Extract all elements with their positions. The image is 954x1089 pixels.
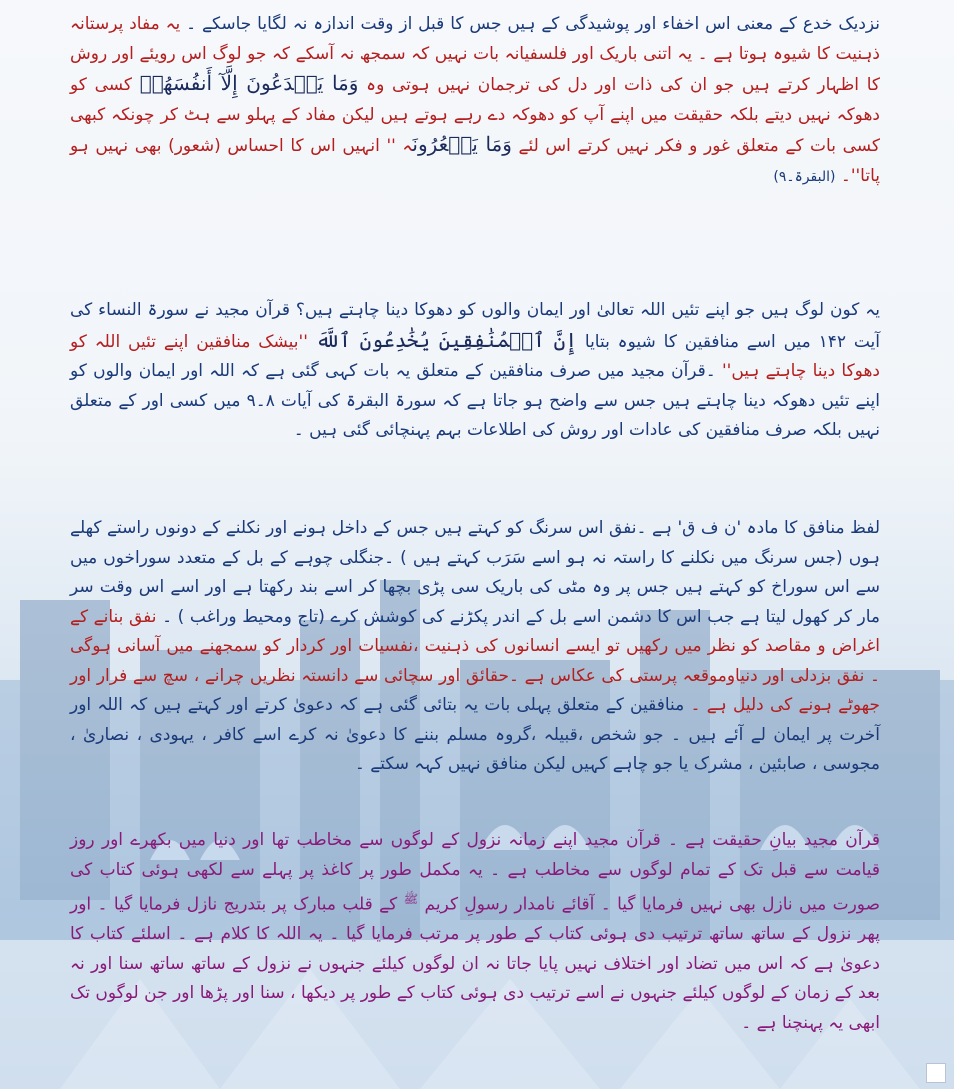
p1-arabic-verse-1: وَمَا يَخۡدَعُونَ إِلَّآ أَنفُسَهُمۡ <box>139 71 359 95</box>
p2-arabic-verse: إِنَّ ٱلۡمُنَٰفِقِينَ يُخَٰدِعُونَ ٱللَّهَ <box>315 327 578 352</box>
corner-box <box>926 1063 946 1083</box>
p1-text-red-1: یہ مفاد پرستانہ ذہنیت کا شیوہ ہوتا ہے ۔ یہ اتنی باریک اور فلسفیانہ بات نہیں کہ سمجھ نہ آسکے کہ جو لوگ اس رویئے اور روش کا اظہار کرتے ہیں جو ان کی ذات اور دل کی ترجمان نہیں ہوتی وہ <box>70 14 880 95</box>
p3-text-red: نفق بنانے کے اغراض و مقاصد کو نظر میں رکھیں تو ایسے انسانوں کی ذہنیت ،نفسیات اور کردار کو سمجھنے میں آسانی ہوگی ۔ نفق بزدلی اور دنیاوموقعہ پرستی کی عکاس ہے ۔حقائق اور سچائی سے دانستہ نظریں چرانے ، سچ سے فرار اور جھوٹے ہونے کی دلیل ہے ۔ <box>70 606 880 715</box>
paragraph-hypocrites-quran: یہ کون لوگ ہیں جو اپنے تئیں اللہ تعالیٰ اور ایمان والوں کو دھوکا دینا چاہتے ہیں؟ قرآن مجید نے سورۃ النساء کی آیت ۱۴۲ میں اسے منافقین کا شیوہ بتایا إِنَّ ٱلۡمُنَٰفِقِينَ يُخَٰدِعُونَ ٱللَّهَ ''بیشک منافقین اپنے تئیں اللہ کو دھوکا دینا چاہتے ہیں'' ۔قرآن مجید میں صرف منافقین کے متعلق یہ بات کہی گئی ہے کہ اللہ اور ایمان والوں کو اپنے تئیں دھوکہ دینا چاہتے ہیں جس سے واضح ہو جاتا ہے کہ سورۃ البقرۃ کی آیات ۸۔۹ میں کسی اور کے متعلق نہیں بلکہ صرف منافقین کی عادات اور روش کی اطلاعات بہم پہنچائی گئی ہیں ۔ <box>70 300 881 440</box>
p2-text-1: یہ کون لوگ ہیں جو اپنے تئیں اللہ تعالیٰ اور ایمان والوں کو دھوکا دینا چاہتے ہیں؟ قرآن مجید نے سورۃ النساء کی آیت ۱۴۲ میں اسے منافقین کا شیوہ بتایا <box>70 300 880 352</box>
paragraph-deception-meaning: نزدیک خدع کے معنی اس اخفاء اور پوشیدگی کے ہیں جس کا قبل از وقت اندازہ نہ لگایا جاسکے ۔ یہ مفاد پرستانہ ذہنیت کا شیوہ ہوتا ہے ۔ یہ اتنی باریک اور فلسفیانہ بات نہیں کہ سمجھ نہ آسکے کہ جو لوگ اس رویئے اور روش کا اظہار کرتے ہیں جو ان کی ذات اور دل کی ترجمان نہیں ہوتی وہ وَمَا يَخۡدَعُونَ إِلَّآ أَنفُسَهُمۡ کسی کو دھوکہ نہیں دیتے بلکہ حقیقت میں اپنے آپ کو دھوکہ دے رہے ہوتے ہیں لیکن مفاد کے پہلو سے ہٹ کر چونکہ کبھی کسی بات کے متعلق غور و فکر نہیں کرتے اس لئے وَمَا يَشۡعُرُونَہ '' انہیں اس کا احساس (شعور) بھی نہیں ہو پاتا''۔ (البقرۃ۔۹) <box>70 14 880 186</box>
p4-text-1: قرآن مجید بیانِ حقیقت ہے ۔ قرآن مجید اپنے زمانہ نزول کے لوگوں سے مخاطب تھا اور دنیا میں بکھرے اور روز قیامت سے قبل تک کے تمام لوگوں سے مخاطب ہے ۔ یہ مکمل طور پر کاغذ پر پہلے سے لکھی ہوئی کتاب کی صورت میں نازل بھی نہیں فرمایا گیا ۔ آقائے نامدار رسولِ کریم <box>70 830 881 915</box>
salawat-symbol: ﷺ <box>403 892 419 906</box>
p1-text-red-2: کسی کو دھوکہ نہیں دیتے بلکہ حقیقت میں اپنے آپ کو دھوکہ دے رہے ہوتے ہیں لیکن مفاد کے پہلو سے ہٹ کر چونکہ کبھی کسی بات کے متعلق غور و فکر نہیں کرتے اس لئے <box>70 75 880 156</box>
p3-text-1: لفظ منافق کا مادہ 'ن ف ق' ہے ۔نفق اس سرنگ کو کہتے ہیں جس کے داخل ہونے اور نکلنے کے دونوں راستے کھلے ہوں (جس سرنگ میں نکلنے کا راستہ نہ ہو اسے سَرَب کہتے ہیں ) ۔جنگلی چوہے کے بل کے متعدد سوراخوں میں سے اس سوراخ کو کہتے ہیں جس پر وہ مٹی کی باریک سی پڑی بچھا کر اسے بند رکھتا ہے اور اسے اس وقت سر مار کر کھول لیتا ہے جب اس کا دشمن اسے بل کے اندر پکڑنے کی کوشش کرے (تاج ومحیط وراغب ) ۔ <box>70 518 881 627</box>
p1-text-red-3: انہیں اس کا احساس (شعور) بھی نہیں ہو پاتا <box>70 136 880 186</box>
p2-text-2: ۔قرآن مجید میں صرف منافقین کے متعلق یہ بات کہی گئی ہے کہ اللہ اور ایمان والوں کو اپنے تئیں دھوکہ دینا چاہتے ہیں جس سے واضح ہو جاتا ہے کہ سورۃ البقرۃ کی آیات ۸۔۹ میں کسی اور کے متعلق نہیں بلکہ صرف منافقین کی عادات اور روش کی اطلاعات بہم پہنچائی گئی ہیں ۔ <box>70 361 880 440</box>
p1-arabic-verse-2: وَمَا يَشۡعُرُونَ <box>412 132 512 156</box>
p2-quote-translation: بیشک منافقین اپنے تئیں اللہ کو دھوکا دینا چاہتے ہیں <box>70 331 881 381</box>
p1-reference: (البقرۃ۔۹) <box>773 168 836 185</box>
paragraph-munafiq-root <box>70 514 880 780</box>
p3-text-2: منافقین کے متعلق پہلی بات یہ بتائی گئی ہے کہ دعویٰ کرتے اور کہتے ہیں کہ اللہ اور آخرت پر ایمان لے آئے ہیں ۔ جو شخص ،قبیلہ ،گروہ مسلم بننے کا دعویٰ نہ کرے اسے کافر ، یہودی ، نصاریٰ ، مجوسی ، صابئین ، مشرک یا جو چاہے کہیں لیکن منافق نہیں کہہ سکتے ۔ <box>70 695 880 774</box>
paragraph-quran-reality <box>70 826 880 1038</box>
p4-text-2: کے قلب مبارک پر بتدریج نازل فرمایا گیا ۔ اور پھر نزول کے ساتھ ساتھ ترتیب دی ہوئی کتاب کے طور پر مرتب فرمایا گیا ۔ یہ اللہ کا کلام ہے ۔ اسلئے کتاب کا دعویٰ ہے کہ اس میں تضاد اور اختلاف نہیں پایا جاتا نہ ان لوگوں کیلئے جنہوں نے نزول کے ساتھ ساتھ سنا اور نہ بعد کے زمان کے لوگوں کیلئے جنہوں نے اسے ترتیب دی ہوئی کتاب کے طور پر دیکھا ، سنا اور پڑھا اور جن لوگوں تک ابھی یہ پہنچنا ہے ۔ <box>70 894 880 1033</box>
p1-text-blue: نزدیک خدع کے معنی اس اخفاء اور پوشیدگی کے ہیں جس کا قبل از وقت اندازہ نہ لگایا جاسکے ۔ <box>186 14 880 34</box>
